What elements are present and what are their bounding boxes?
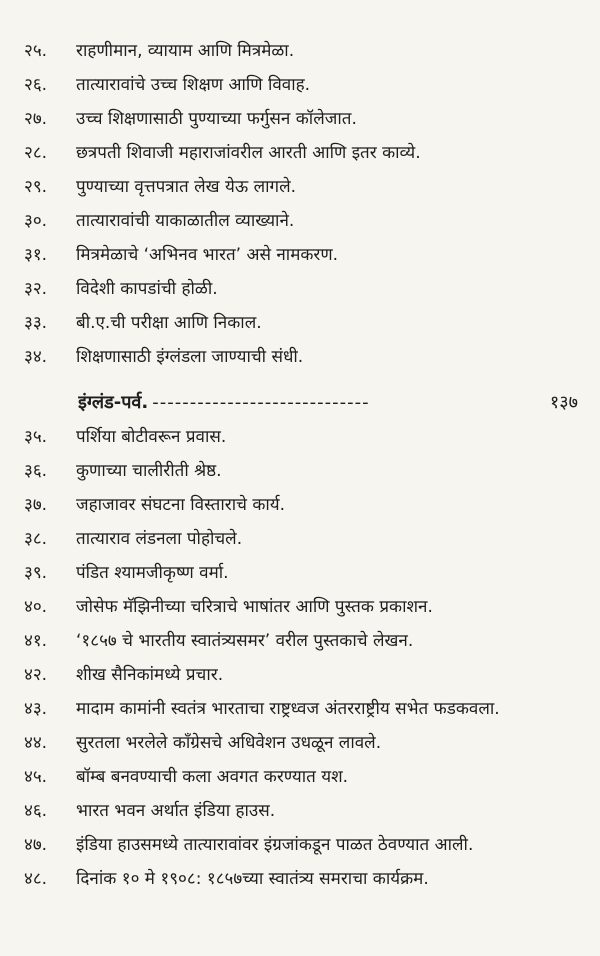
item-number: ४४. (24, 733, 48, 753)
list-item (24, 420, 584, 454)
list-item (24, 306, 584, 340)
contents-list-top (24, 34, 584, 374)
list-item (24, 340, 584, 374)
section-heading (78, 390, 578, 414)
list-item (24, 794, 584, 828)
item-number: ३१. (24, 245, 48, 265)
list-item (24, 692, 584, 726)
item-text: शीख सैनिकांमध्ये प्रचार. (76, 665, 224, 685)
list-item (24, 556, 584, 590)
item-text: पुण्याच्या वृत्तपत्रात लेख येऊ लागले. (76, 177, 297, 197)
item-text: तात्यारावांचे उच्च शिक्षण आणि विवाह. (76, 75, 311, 95)
item-number: ४२. (24, 665, 48, 685)
list-item (24, 760, 584, 794)
item-number: ४१. (24, 631, 48, 651)
list-item (24, 862, 584, 896)
item-text: शिक्षणासाठी इंग्लंडला जाण्याची संधी. (76, 347, 304, 367)
item-text: जोसेफ मॅझिनीच्या चरित्राचे भाषांतर आणि पुस्तक प्रकाशन. (76, 597, 433, 617)
item-number: ३०. (24, 211, 48, 231)
item-number: ३८. (24, 529, 48, 549)
list-item (24, 624, 584, 658)
list-item (24, 658, 584, 692)
item-text: पंडित श्यामजीकृष्ण वर्मा. (76, 563, 229, 583)
item-text: बी.ए.ची परीक्षा आणि निकाल. (76, 313, 262, 333)
item-text: छत्रपती शिवाजी महाराजांवरील आरती आणि इतर काव्ये. (76, 143, 421, 163)
item-text: जहाजावर संघटना विस्ताराचे कार्य. (76, 495, 286, 515)
item-text: राहणीमान, व्यायाम आणि मित्रमेळा. (76, 41, 295, 61)
list-item (24, 488, 584, 522)
item-text: तात्याराव लंडनला पोहोचले. (76, 529, 243, 549)
list-item (24, 238, 584, 272)
section-page-number: १३७ (549, 392, 578, 413)
list-item (24, 34, 584, 68)
item-number: ४६. (24, 801, 48, 821)
item-text: उच्च शिक्षणासाठी पुण्याच्या फर्गुसन कॉलेजात. (76, 109, 357, 129)
item-number: २७. (24, 109, 48, 129)
list-item (24, 272, 584, 306)
section-title: इंग्लंड-पर्व. (78, 392, 149, 413)
item-number: ४८. (24, 869, 48, 889)
list-item (24, 102, 584, 136)
item-number: २६. (24, 75, 48, 95)
list-item (24, 522, 584, 556)
item-number: ३९. (24, 563, 48, 583)
item-text: इंडिया हाउसमध्ये तात्यारावांवर इंग्रजांकडून पाळत ठेवण्यात आली. (76, 835, 474, 855)
item-number: ४३. (24, 699, 48, 719)
list-item (24, 726, 584, 760)
list-item (24, 590, 584, 624)
item-text: मादाम कामांनी स्वतंत्र भारताचा राष्ट्रध्वज अंतरराष्ट्रीय सभेत फडकवला. (76, 699, 500, 719)
item-number: ३५. (24, 427, 48, 447)
item-text: तात्यारावांची याकाळातील व्याख्याने. (76, 211, 295, 231)
item-number: ३२. (24, 279, 48, 299)
list-item (24, 170, 584, 204)
section-leader-dashes: ----------------------------- (152, 392, 370, 413)
item-text: कुणाच्या चालीरीती श्रेष्ठ. (76, 461, 222, 481)
item-number: ४७. (24, 835, 48, 855)
item-number: २९. (24, 177, 48, 197)
item-text: विदेशी कापडांची होळी. (76, 279, 218, 299)
list-item (24, 136, 584, 170)
item-number: ४५. (24, 767, 48, 787)
item-number: २८. (24, 143, 48, 163)
item-number: २५. (24, 41, 48, 61)
item-number: ३६. (24, 461, 48, 481)
item-number: ३७. (24, 495, 48, 515)
item-number: ४०. (24, 597, 48, 617)
list-item (24, 204, 584, 238)
item-text: ‘१८५७ चे भारतीय स्वातंत्र्यसमर’ वरील पुस्तकाचे लेखन. (76, 631, 414, 651)
item-text: दिनांक १० मे १९०८: १८५७च्या स्वातंत्र्य समराचा कार्यक्रम. (76, 869, 429, 889)
item-number: ३४. (24, 347, 48, 367)
list-item (24, 828, 584, 862)
item-text: मित्रमेळाचे ‘अभिनव भारत’ असे नामकरण. (76, 245, 339, 265)
item-text: सुरतला भरलेले कॉंग्रेसचे अधिवेशन उधळून लावले. (76, 733, 382, 753)
contents-list-bottom (24, 420, 584, 896)
item-number: ३३. (24, 313, 48, 333)
item-text: बॉम्ब बनवण्याची कला अवगत करण्यात यश. (76, 767, 349, 787)
list-item (24, 68, 584, 102)
item-text: पर्शिया बोटीवरून प्रवास. (76, 427, 227, 447)
item-text: भारत भवन अर्थात इंडिया हाउस. (76, 801, 276, 821)
list-item (24, 454, 584, 488)
